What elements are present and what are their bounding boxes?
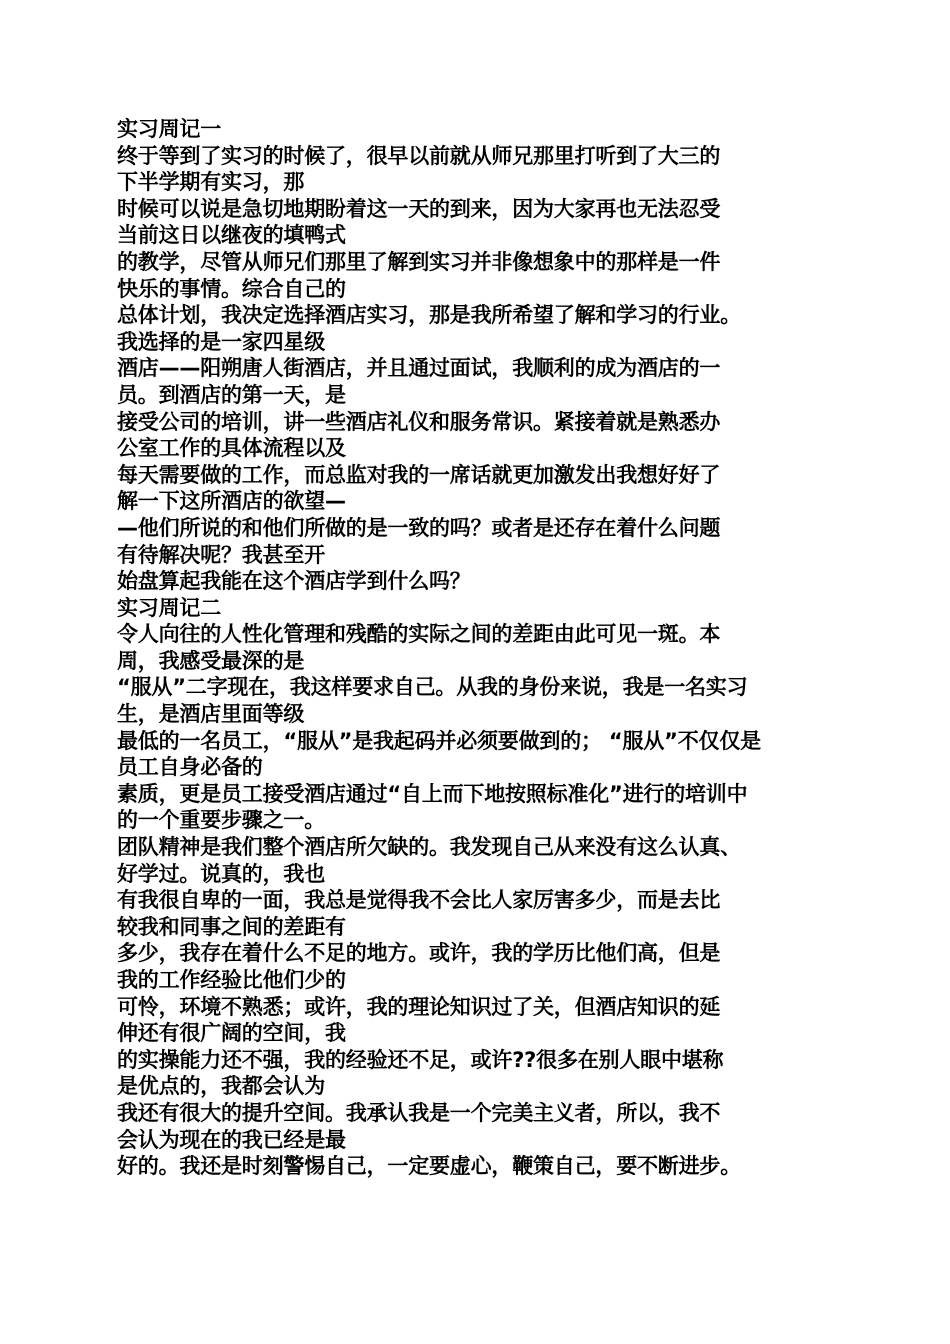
text-line: 的实操能力还不强，我的经验还不足，或许??很多在别人眼中堪称 [117, 1047, 724, 1072]
text-line: 总体计划，我决定选择酒店实习，那是我所希望了解和学习的行业。 [117, 303, 741, 328]
text-line: 好的。我还是时刻警惕自己，一定要虚心，鞭策自己，要不断进步。 [117, 1154, 741, 1179]
text-line: —他们所说的和他们所做的是一致的吗？或者是还存在着什么问题 [117, 515, 721, 540]
text-line: 最低的一名员工，“服从”是我起码并必须要做到的； “服从”不仅仅是 [117, 728, 761, 753]
text-line: 下半学期有实习，那 [117, 170, 305, 195]
text-line: 多少，我存在着什么不足的地方。或许，我的学历比他们高，但是 [117, 941, 721, 966]
document-body [117, 116, 837, 1180]
text-line: 终于等到了实习的时候了，很早以前就从师兄那里打听到了大三的 [117, 143, 721, 168]
text-line: 解一下这所酒店的欲望— [117, 489, 346, 514]
text-line: 当前这日以继夜的填鸭式 [117, 223, 346, 248]
text-line: 员。到酒店的第一天，是 [117, 382, 346, 407]
text-line: 有我很自卑的一面，我总是觉得我不会比人家厉害多少，而是去比 [117, 888, 721, 913]
text-line: 的一个重要步骤之一。 [117, 808, 325, 833]
text-line: 伸还有很广阔的空间，我 [117, 1021, 346, 1046]
text-line: 的教学，尽管从师兄们那里了解到实习并非像想象中的那样是一件 [117, 249, 721, 274]
heading-week-one: 实习周记一 [117, 117, 221, 141]
text-line: 生，是酒店里面等级 [117, 702, 305, 727]
text-line: 公室工作的具体流程以及 [117, 436, 346, 461]
text-line: 接受公司的培训，讲一些酒店礼仪和服务常识。紧接着就是熟悉办 [117, 409, 721, 434]
text-line: 我选择的是一家四星级 [117, 329, 325, 354]
heading-week-two: 实习周记二 [117, 595, 221, 620]
text-line: 令人向往的人性化管理和残酷的实际之间的差距由此可见一斑。本 [117, 622, 721, 647]
text-line: 可怜，环境不熟悉；或许，我的理论知识过了关，但酒店知识的延 [117, 994, 721, 1019]
text-line: 团队精神是我们整个酒店所欠缺的。我发现自己从来没有这么认真、 [117, 835, 741, 860]
text-line: 我还有很大的提升空间。我承认我是一个完美主义者，所以，我不 [117, 1100, 721, 1125]
text-line: 每天需要做的工作，而总监对我的一席话就更加激发出我想好好了 [117, 462, 721, 487]
text-line: 始盘算起我能在这个酒店学到什么吗？ [117, 569, 471, 594]
text-line: 快乐的事情。综合自己的 [117, 276, 346, 301]
text-line: 员工自身必备的 [117, 755, 263, 780]
text-line: 酒店——阳朔唐人街酒店，并且通过面试，我顺利的成为酒店的一 [117, 356, 721, 381]
text-line: “服从”二字现在，我这样要求自己。从我的身份来说，我是一名实习 [117, 675, 748, 700]
text-line: 是优点的，我都会认为 [117, 1074, 325, 1099]
text-line: 会认为现在的我已经是最 [117, 1127, 346, 1152]
text-line: 有待解决呢？我甚至开 [117, 542, 325, 567]
text-line: 素质，更是员工接受酒店通过“自上而下地按照标准化”进行的培训中 [117, 781, 748, 806]
text-line: 周，我感受最深的是 [117, 648, 305, 673]
text-line: 时候可以说是急切地期盼着这一天的到来，因为大家再也无法忍受 [117, 196, 721, 221]
text-line: 较我和同事之间的差距有 [117, 914, 346, 939]
text-line: 好学过。说真的，我也 [117, 861, 325, 886]
text-line: 我的工作经验比他们少的 [117, 968, 346, 992]
